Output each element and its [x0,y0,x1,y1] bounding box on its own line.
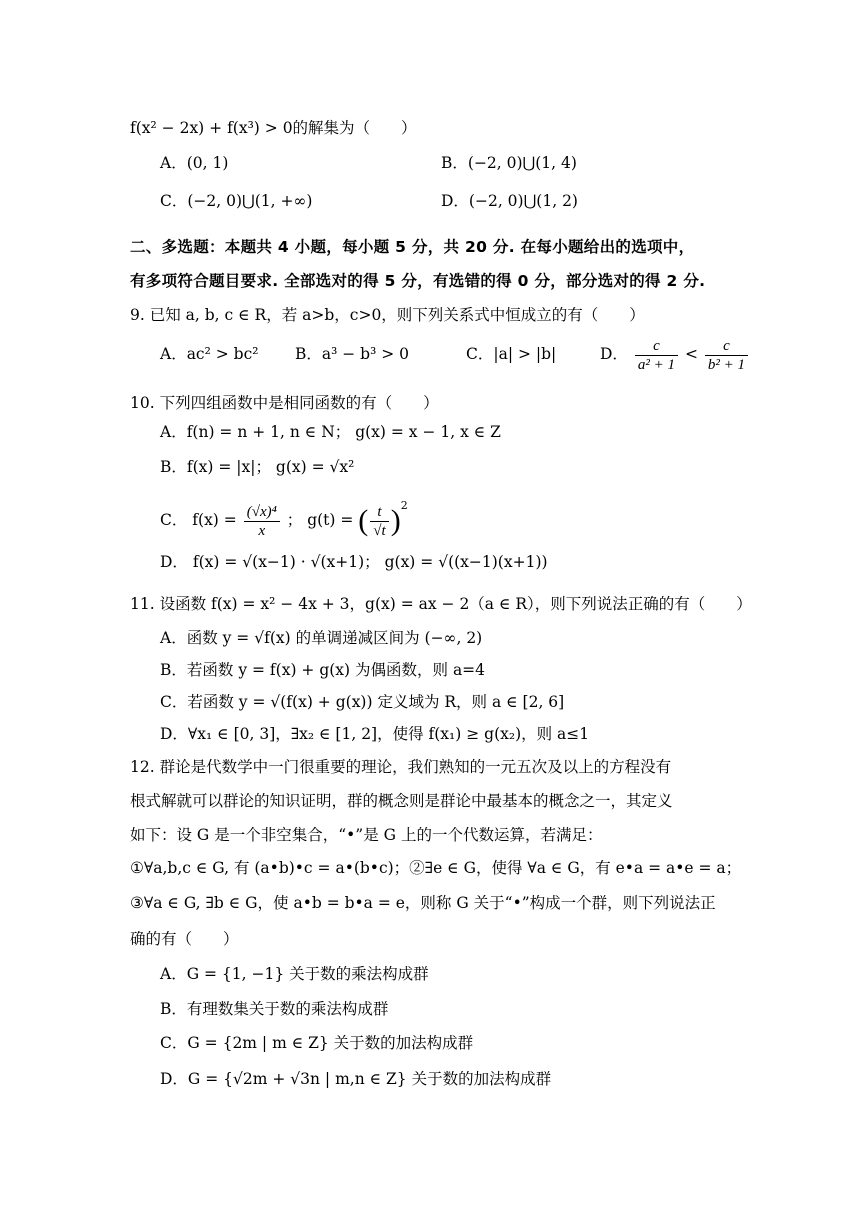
q8-stem: f(x² − 2x) + f(x³) > 0的解集为（ ） [130,119,417,137]
q10-c-denominator-right: √t [373,522,386,539]
q10-c-middle: ； g(t) = [286,511,354,530]
q12-option-a: A．G = {1, −1} 关于数的乘法构成群 [160,965,429,983]
q12-line3: 如下：设 G 是一个非空集合，“•”是 G 上的一个代数运算，若满足： [130,826,603,844]
q9-d-less-than: < [684,345,698,363]
q10-option-c [160,494,408,542]
q12-line4: ①∀a,b,c ∈ G, 有 (a•b)•c = a•(b•c)；②∃e ∈ G，使得 ∀a ∈ G，有 e•a = a•e = a； [130,859,742,877]
q10-c-numerator-right: t [370,503,388,522]
q8-option-d: D．(−2, 0)⋃(1, 2) [441,192,578,210]
q9-d-numerator-right: c [705,337,748,356]
q9-stem: 9. 已知 a, b, c ∈ R，若 a>b，c>0，则下列关系式中恒成立的有（ ） [130,306,645,324]
q9-d-denominator-left: a² + 1 [637,356,675,373]
q10-stem: 10. 下列四组函数中是相同函数的有（ ） [130,394,439,412]
q9-d-numerator-left: c [635,337,678,356]
q10-option-c-label: C． f(x) = [160,511,237,530]
q12-line5: ③∀a ∈ G, ∃b ∈ G，使 a•b = b•a = e，则称 G 关于“•”构成一个群，则下列说法正 [130,894,716,912]
q10-option-d: D． f(x) = √(x−1) · √(x+1)； g(x) = √((x−1)(x+1)) [160,553,548,571]
q10-option-b: B．f(x) = |x|； g(x) = √x² [160,458,355,476]
q9-option-d-fraction-right [705,337,748,374]
q10-c-open-paren: ( [358,504,369,538]
q12-line1: 12. 群论是代数学中一门很重要的理论，我们熟知的一元五次及以上的方程没有 [130,758,672,776]
q10-c-fraction-right [370,503,388,540]
q11-option-c: C．若函数 y = √(f(x) + g(x)) 定义域为 R，则 a ∈ [2, 6] [160,693,565,711]
q8-option-c: C．(−2, 0)⋃(1, +∞) [160,192,313,210]
q11-option-d: D．∀x₁ ∈ [0, 3]，∃x₂ ∈ [1, 2]，使得 f(x₁) ≥ g(x₂)，则 a≤1 [160,725,590,743]
q11-option-a: A．函数 y = √f(x) 的单调递减区间为 (−∞, 2) [160,629,483,647]
q10-option-a: A．f(n) = n + 1, n ∈ N； g(x) = x − 1, x ∈ Z [160,423,501,441]
q10-c-numerator-left: (√x)⁴ [244,503,280,522]
q9-option-d-fraction-left [635,337,678,374]
q10-c-denominator-left: x [258,522,266,539]
q10-c-exponent: 2 [400,499,408,512]
q12-line2: 根式解就可以群论的知识证明，群的概念则是群论中最基本的概念之一，其定义 [130,792,673,810]
section2-heading-line1: 二、多选题：本题共 4 小题，每小题 5 分，共 20 分. 在每小题给出的选项中， [130,238,695,256]
q9-option-c: C．|a| > |b| [466,345,557,363]
section2-heading-line2: 有多项符合题目要求. 全部选对的得 5 分，有选错的得 0 分，部分选对的得 2 分. [130,272,706,290]
q9-option-a: A．ac² > bc² [160,345,259,363]
q9-d-denominator-right: b² + 1 [707,356,745,373]
q11-stem: 11. 设函数 f(x) = x² − 4x + 3，g(x) = ax − 2（a ∈ R），则下列说法正确的有（ ） [130,595,752,613]
q10-c-close-paren: ) [390,504,401,538]
q12-option-c: C．G = {2m | m ∈ Z} 关于数的加法构成群 [160,1034,474,1052]
q12-line6: 确的有（ ） [130,930,239,948]
q12-option-b: B．有理数集关于数的乘法构成群 [160,1000,389,1018]
q10-c-fraction-left [244,503,280,540]
q11-option-b: B．若函数 y = f(x) + g(x) 为偶函数，则 a=4 [160,661,486,679]
q9-option-d-label: D． [600,345,628,363]
q9-option-d [600,334,750,374]
q8-option-a: A．(0, 1) [160,154,229,172]
q12-option-d: D．G = {√2m + √3n | m,n ∈ Z} 关于数的加法构成群 [160,1070,552,1088]
q8-option-b: B．(−2, 0)⋃(1, 4) [441,154,577,172]
q9-option-b: B．a³ − b³ > 0 [295,345,410,363]
